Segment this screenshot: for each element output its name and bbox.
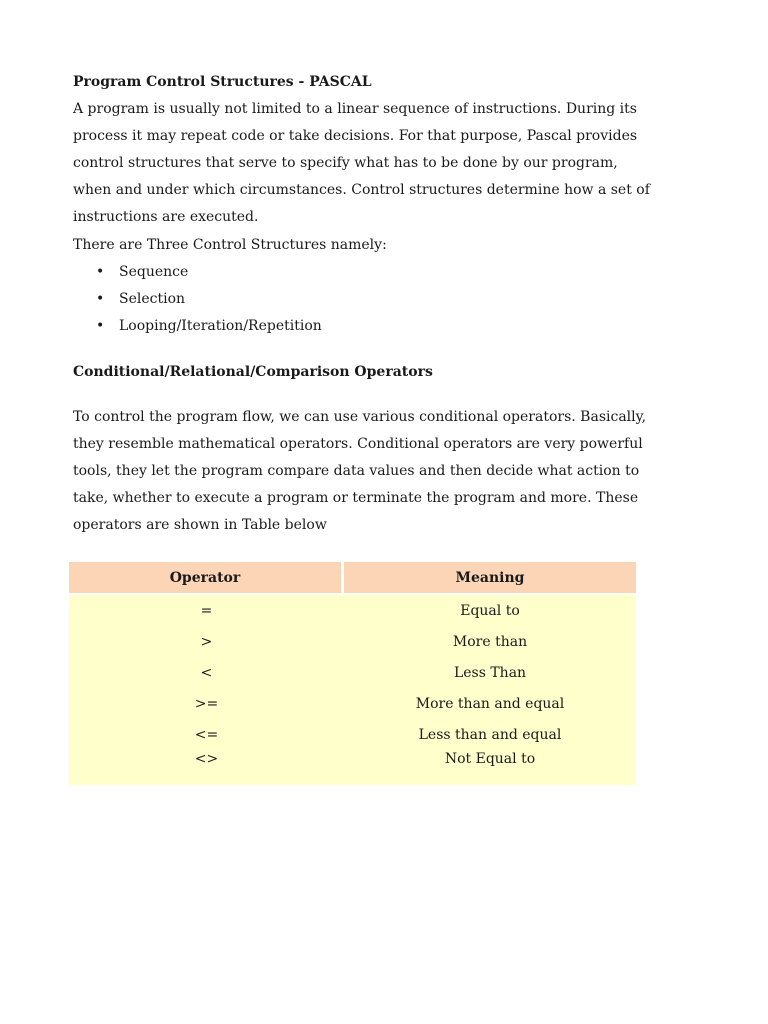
table-row [69, 626, 636, 657]
table-header-row [69, 562, 636, 595]
text-line: take, whether to execute a program or terminate the program and more. These [73, 490, 639, 506]
control-structures-list [94, 259, 322, 340]
operator-cell: > [69, 626, 344, 657]
bullet-icon: • [96, 291, 105, 307]
operator-cell: >= [69, 688, 344, 719]
operator-cell: <> [69, 750, 344, 785]
list-intro: There are Three Control Structures namely: [73, 237, 387, 253]
meaning-cell: More than [344, 626, 636, 657]
operators-table [69, 562, 636, 785]
text-line: operators are shown in Table below [73, 517, 327, 533]
table-row [69, 657, 636, 688]
intro-paragraph [73, 96, 713, 231]
meaning-cell: Not Equal to [344, 750, 636, 785]
page-title: Program Control Structures - PASCAL [73, 74, 372, 90]
operator-cell: = [69, 595, 344, 626]
list-item [94, 313, 322, 340]
bullet-icon: • [96, 264, 105, 280]
list-item [94, 286, 322, 313]
text-line: control structures that serve to specify what has to be done by our program, [73, 155, 618, 171]
text-line: To control the program flow, we can use various conditional operators. Basically, [73, 409, 647, 425]
meaning-cell: More than and equal [344, 688, 636, 719]
column-header-meaning: Meaning [344, 562, 636, 595]
table-row [69, 595, 636, 626]
list-item-label: Looping/Iteration/Repetition [119, 318, 322, 334]
list-item-label: Sequence [119, 264, 189, 280]
bullet-icon: • [96, 318, 105, 334]
text-line: tools, they let the program compare data values and then decide what action to [73, 463, 640, 479]
table-row [69, 688, 636, 719]
operator-cell: < [69, 657, 344, 688]
table-row [69, 719, 636, 750]
column-header-operator: Operator [69, 562, 344, 595]
meaning-cell: Less Than [344, 657, 636, 688]
table-row [69, 750, 636, 785]
list-item [94, 259, 322, 286]
operator-cell: <= [69, 719, 344, 750]
meaning-cell: Less than and equal [344, 719, 636, 750]
meaning-cell: Equal to [344, 595, 636, 626]
section-heading: Conditional/Relational/Comparison Operators [73, 364, 433, 380]
section-paragraph [73, 404, 713, 539]
text-line: when and under which circumstances. Control structures determine how a set of [73, 182, 650, 198]
text-line: A program is usually not limited to a linear sequence of instructions. During its [73, 101, 637, 117]
text-line: they resemble mathematical operators. Conditional operators are very powerful [73, 436, 643, 452]
text-line: process it may repeat code or take decisions. For that purpose, Pascal provides [73, 128, 638, 144]
list-item-label: Selection [119, 291, 186, 307]
text-line: instructions are executed. [73, 209, 259, 225]
